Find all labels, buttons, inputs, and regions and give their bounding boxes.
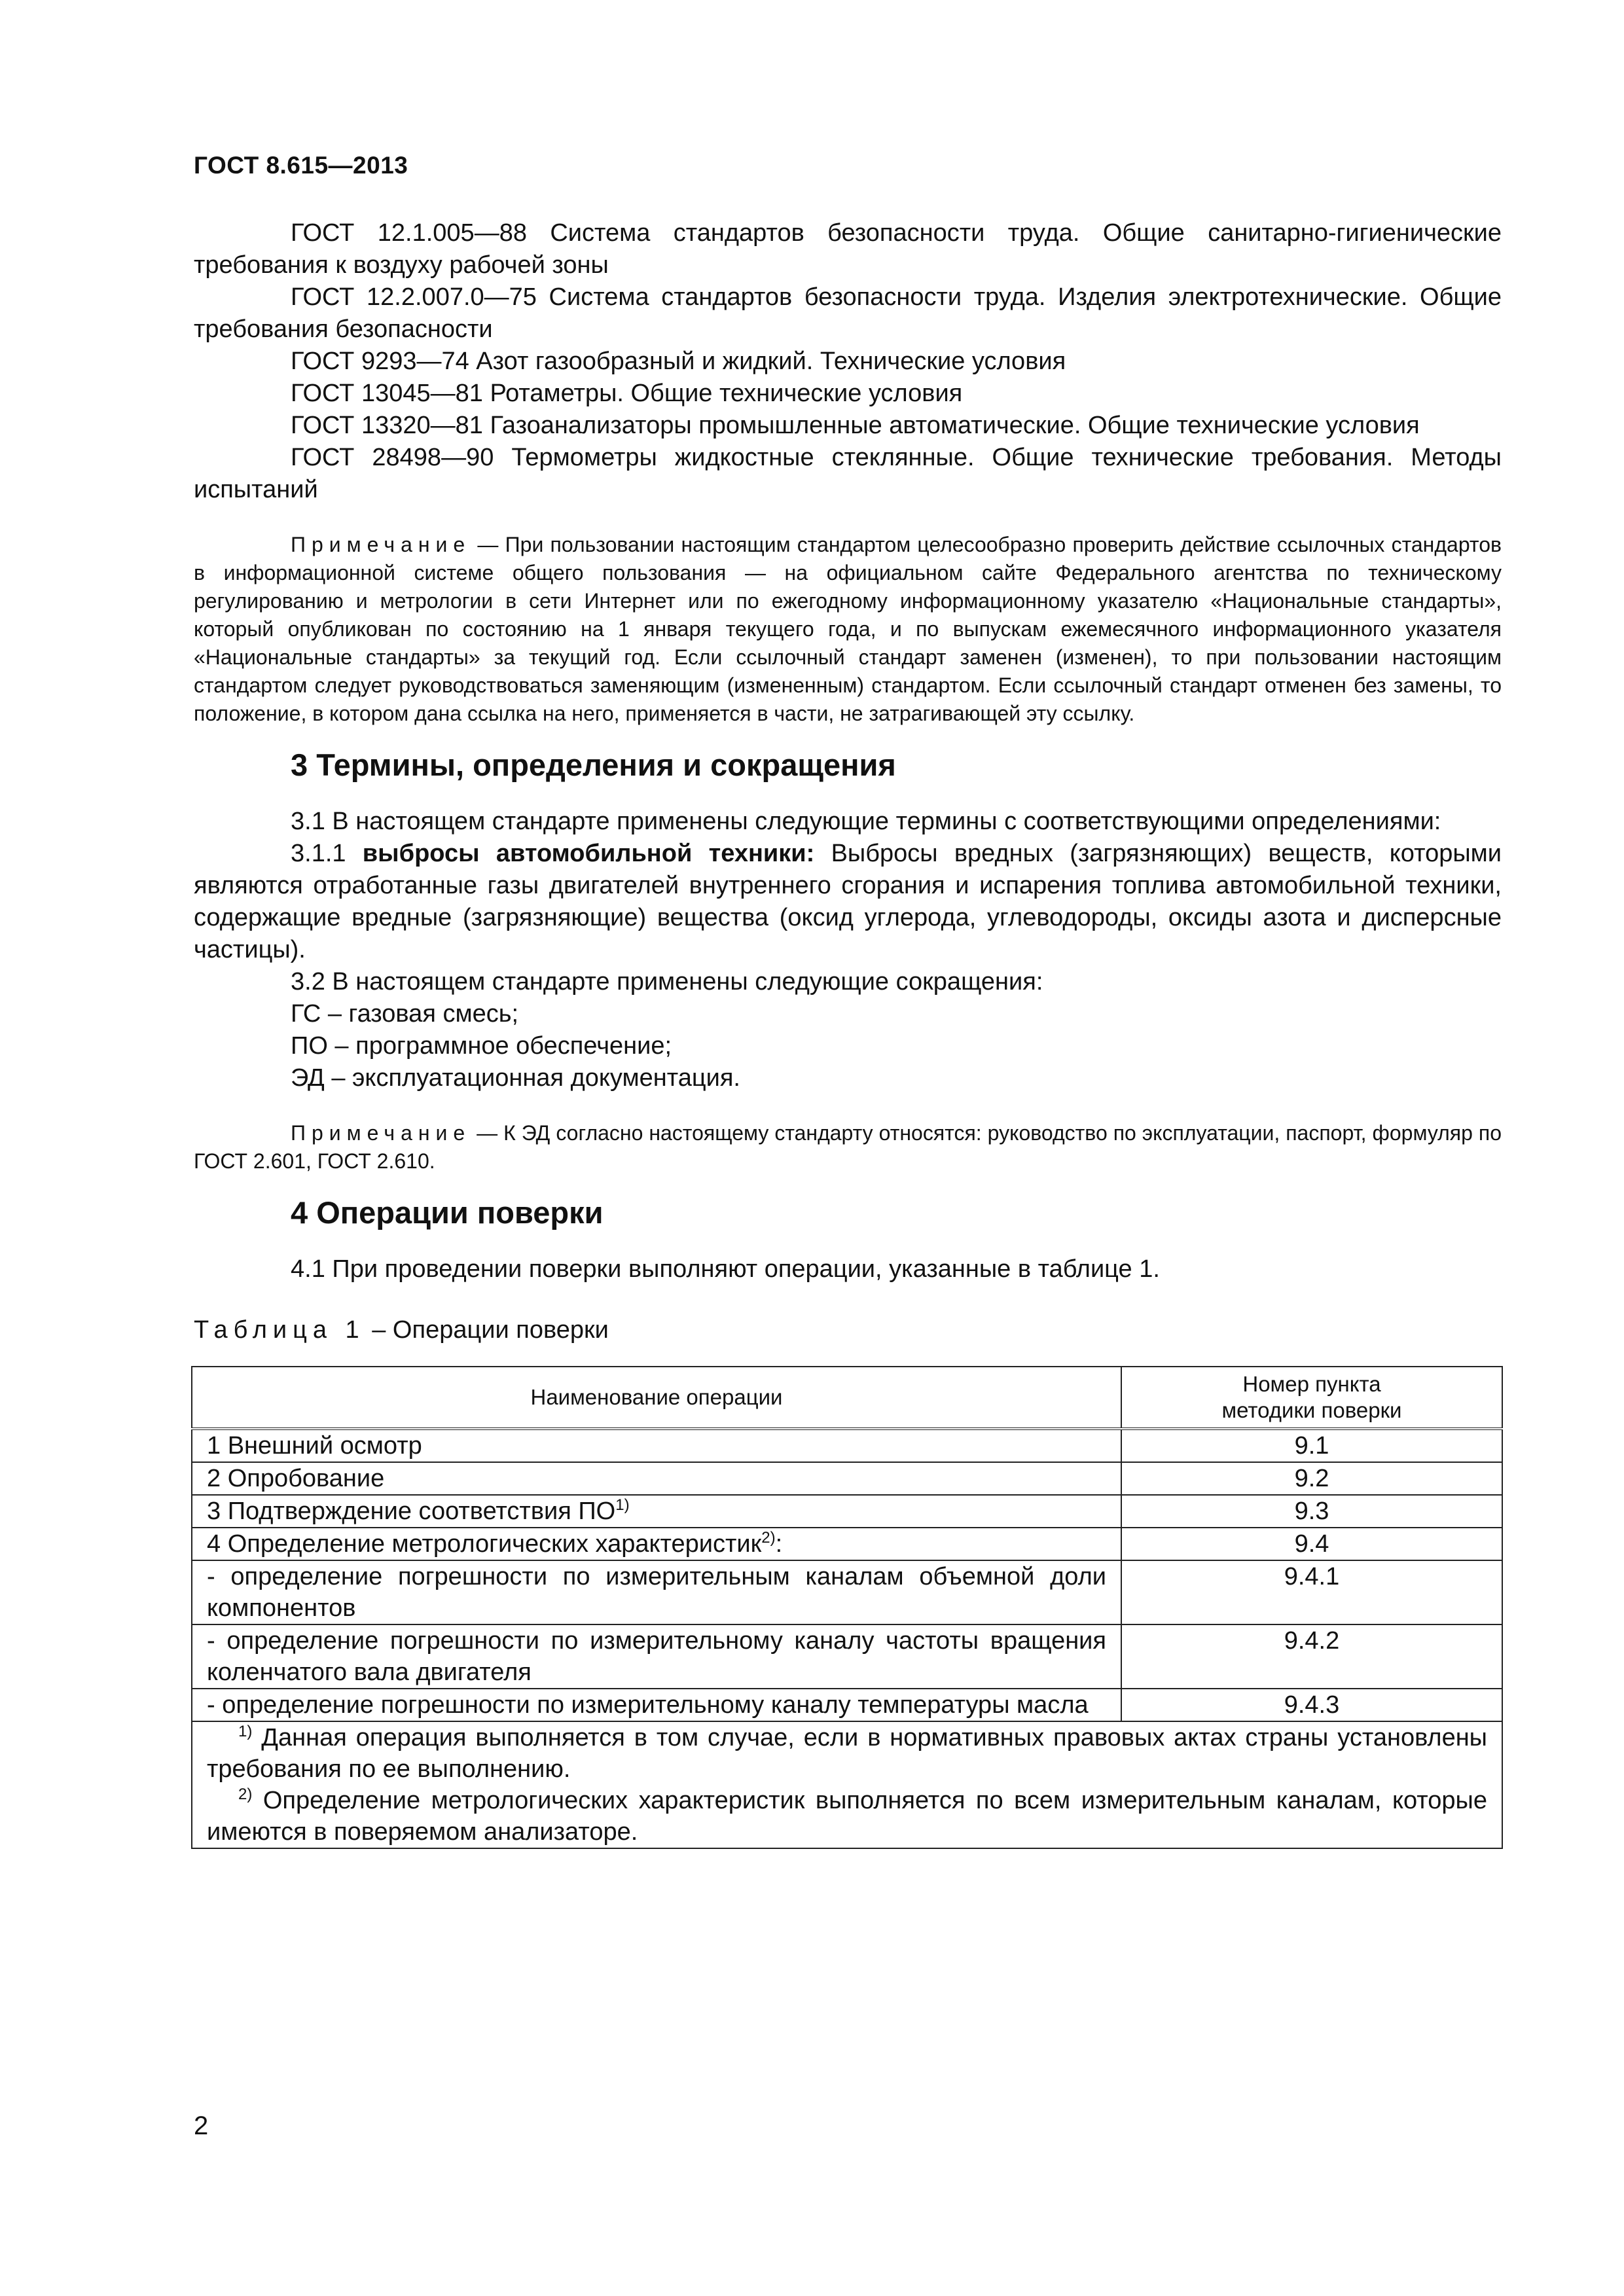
table-row — [192, 1689, 1502, 1721]
reference-item: ГОСТ 13320—81 Газоанализаторы промышленные автоматические. Общие технические условия — [291, 412, 1420, 439]
operation-name: 2 Опробование — [192, 1462, 1121, 1495]
table-row — [192, 1462, 1502, 1495]
table-row — [192, 1624, 1502, 1689]
page-number: 2 — [194, 2111, 209, 2140]
header-clause-line1: Номер пункта — [1242, 1372, 1381, 1396]
operation-name: - определение погрешности по измерительному каналу частоты вращения коленчатого вала двигателя — [192, 1624, 1121, 1689]
table-caption-text: – Операции поверки — [365, 1316, 609, 1344]
operation-name: 3 Подтверждение соответствия ПО$^{1)}$ — [192, 1495, 1121, 1528]
note-text: — При пользовании настоящим стандартом целесообразно проверить действие ссылочных стандартов в информационной системе общего пользования — на официальном сайте Федерального агентства по техническому регулированию и метрологии в сети Интернет или по ежегодному информационному указателю «Национальные стандарты», который опубликован по состоянию на 1 января текущего года, и по выпускам ежемесячного информационного указателя «Национальные стандарты» за текущий год. Если ссылочный стандарт заменен (изменен), то при пользовании настоящим стандартом следует руководствоваться заменяющим (измененным) стандартом. Если ссылочный стандарт отменен без замены, то положение, в котором дана ссылка на него, применяется в части, не затрагивающей эту ссылку. — [194, 533, 1502, 725]
reference-item: ГОСТ 12.1.005—88 Система стандартов безопасности труда. Общие санитарно-гигиенические требования к воздуху рабочей зоны — [194, 219, 1502, 279]
table-caption — [194, 1314, 1502, 1346]
table-row — [192, 1429, 1502, 1462]
clause-number: 9.3 — [1121, 1495, 1502, 1528]
section-3-title: 3 Термины, определения и сокращения — [291, 747, 896, 782]
paragraph-3-2: 3.2 В настоящем стандарте применены следующие сокращения: — [291, 968, 1043, 996]
footnote-mark: 1) — [238, 1723, 253, 1740]
section-4-title: 4 Операции поверки — [291, 1195, 604, 1230]
term: выбросы автомобильной техники: — [362, 840, 815, 867]
note-abbreviations — [194, 1119, 1502, 1175]
table-row — [192, 1528, 1502, 1560]
operation-name: - определение погрешности по измерительному каналу температуры масла — [192, 1689, 1121, 1721]
abbreviation-item: ЭД – эксплуатационная документация. — [291, 1064, 740, 1092]
table-header-row — [192, 1367, 1502, 1429]
operations-table — [191, 1366, 1503, 1849]
reference-item: ГОСТ 9293—74 Азот газообразный и жидкий. Технические условия — [291, 348, 1066, 375]
table-caption-label: Таблица 1 — [194, 1316, 365, 1344]
definition: Выбросы вредных (загрязняющих) веществ, которыми являются отработанные газы двигателей внутреннего сгорания и испарения топлива автомобильной техники, содержащие вредные (загрязняющие) вещества (оксид углерода, углеводороды, оксиды азота и дисперсные частицы). — [194, 840, 1502, 963]
footnote-ref: 2) — [761, 1529, 776, 1547]
footnote-ref: 1) — [615, 1496, 630, 1514]
header-clause-line2: методики поверки — [1221, 1398, 1402, 1422]
footnote: $^{1)}$ Данная операция выполняется в том случае, если в нормативных правовых актах страны установлены требования по ее выполнению. — [207, 1723, 1487, 1783]
clause-number: 9.2 — [1121, 1462, 1502, 1495]
table-row — [192, 1495, 1502, 1528]
header-operation-name: Наименование операции — [192, 1367, 1121, 1429]
document-header: ГОСТ 8.615—2013 — [194, 152, 408, 179]
footnote-mark: 2) — [238, 1785, 253, 1803]
reference-item: ГОСТ 28498—90 Термометры жидкостные стеклянные. Общие технические требования. Методы испытаний — [194, 444, 1502, 503]
reference-item: ГОСТ 13045—81 Ротаметры. Общие технические условия — [291, 380, 963, 407]
table-row — [192, 1560, 1502, 1624]
paragraph-4-1: 4.1 При проведении поверки выполняют операции, указанные в таблице 1. — [291, 1255, 1160, 1283]
header-clause-number — [1121, 1367, 1502, 1429]
clause-number: 9.1 — [1121, 1429, 1502, 1462]
footnote: $^{2)}$ Определение метрологических характеристик выполняется по всем измерительным каналам, которые имеются в поверяемом анализаторе. — [207, 1785, 1487, 1846]
reference-item: ГОСТ 12.2.007.0—75 Система стандартов безопасности труда. Изделия электротехнические. Общие требования безопасности — [194, 283, 1502, 343]
paragraph-3-1: 3.1 В настоящем стандарте применены следующие термины с соответствующими определениями: — [291, 808, 1441, 835]
note-references — [194, 531, 1502, 728]
note-label: Примечание — [291, 1121, 471, 1145]
clause-number: 9.4.3 — [1121, 1689, 1502, 1721]
note-label: Примечание — [291, 533, 471, 556]
table-footnotes-row — [192, 1721, 1502, 1848]
operation-name: 1 Внешний осмотр — [192, 1429, 1121, 1462]
abbreviation-item: ПО – программное обеспечение; — [291, 1032, 672, 1060]
clause-number: 9.4.2 — [1121, 1624, 1502, 1689]
abbreviation-item: ГС – газовая смесь; — [291, 1000, 519, 1028]
page-content — [194, 217, 1502, 1849]
normative-references — [194, 217, 1502, 506]
clause-number: 9.4.1 — [1121, 1560, 1502, 1624]
note-text: — К ЭД согласно настоящему стандарту относятся: руководство по эксплуатации, паспорт, формуляр по ГОСТ 2.601, ГОСТ 2.610. — [194, 1121, 1502, 1173]
table-footnotes — [192, 1721, 1502, 1848]
clause-number: 9.4 — [1121, 1528, 1502, 1560]
paragraph-3-1-1 — [194, 838, 1502, 966]
paragraph-number: 3.1.1 — [291, 840, 363, 867]
operation-name: - определение погрешности по измерительным каналам объемной доли компонентов — [192, 1560, 1121, 1624]
operation-name: 4 Определение метрологических характеристик$^{2)}$: — [192, 1528, 1121, 1560]
